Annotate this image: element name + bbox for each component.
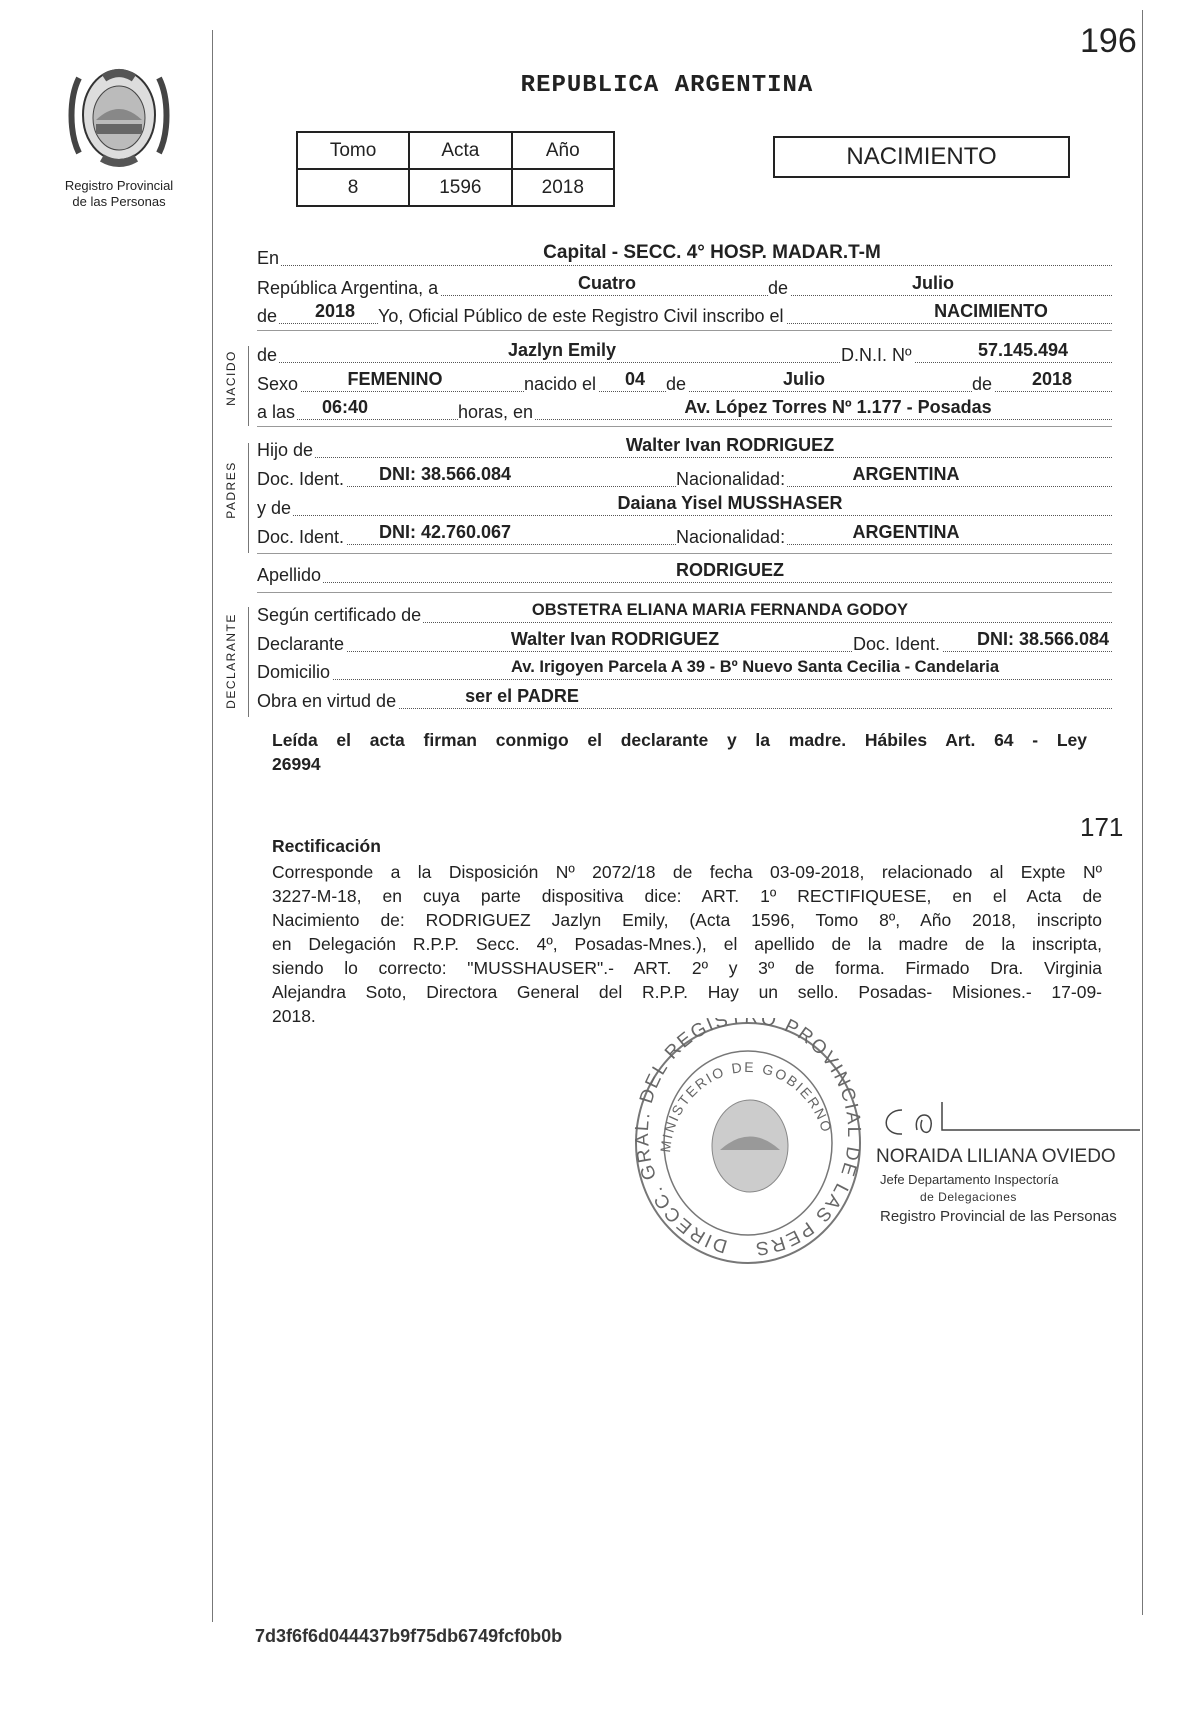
obra-label: Obra en virtud de — [257, 691, 397, 711]
document-hash: 7d3f6f6d044437b9f75db6749fcf0b0b — [255, 1626, 563, 1646]
doc-label: Doc. Ident. — [257, 469, 345, 489]
divider — [257, 553, 1112, 554]
doc-label: Doc. Ident. — [257, 527, 345, 547]
de-label: de — [257, 306, 278, 326]
registry-table — [296, 131, 615, 207]
section-bar — [248, 346, 249, 426]
de-label: de — [972, 374, 993, 394]
nac-mes-value: Julio — [782, 369, 826, 389]
signatory-org: Registro Provincial de las Personas — [880, 1208, 1117, 1225]
rectificacion-title: Rectificación — [272, 836, 381, 856]
madre-value: Daiana Yisel MUSSHASER — [617, 493, 843, 513]
padre-doc-value: DNI: 38.566.084 — [378, 464, 512, 484]
row-hora — [257, 397, 1112, 420]
seal-inner-text: MINISTERIO DE GOBIERNO — [656, 1058, 836, 1154]
official-seal-stamp — [628, 1018, 868, 1268]
row-sexo — [257, 369, 1112, 392]
row-apellido — [257, 560, 1112, 583]
dni-label: D.N.I. Nº — [841, 345, 912, 365]
province-emblem-logo — [64, 58, 174, 173]
declarante-label: Declarante — [257, 634, 345, 654]
row-nombre — [257, 340, 1112, 363]
anio-value: 2018 — [512, 169, 614, 206]
certificado-label: Según certificado de — [257, 605, 422, 625]
declarante-value: Walter Ivan RODRIGUEZ — [510, 629, 720, 649]
declarante-doc-value: DNI: 38.566.084 — [976, 629, 1110, 649]
republica-label: República Argentina, a — [257, 278, 439, 298]
anio-header: Año — [512, 132, 614, 169]
signatory-name: NORAIDA LILIANA OVIEDO — [876, 1146, 1116, 1167]
section-bar — [248, 607, 249, 717]
signature-scribble — [872, 1100, 1142, 1140]
signatory-dept: de Delegaciones — [920, 1190, 1017, 1204]
inscribo-label: Yo, Oficial Público de este Registro Civil inscribo el — [378, 306, 784, 326]
leida-paragraph — [272, 728, 1087, 776]
nacionalidad-label: Nacionalidad: — [676, 527, 786, 547]
section-label-declarante: DECLARANTE — [224, 613, 238, 709]
rectificacion-line: Alejandra Soto, Directora General del R.P.P. Hay un sello. Posadas- Misiones.- 17-09- — [272, 982, 1102, 1002]
left-margin-line — [212, 30, 213, 1622]
de-label: de — [768, 278, 789, 298]
rectificacion-line: siendo lo correcto: "MUSSHAUSER".- ART. 2º y 3º de forma. Firmado Dra. Virginia — [272, 958, 1102, 978]
section-bar — [248, 443, 249, 553]
hora-value: 06:40 — [321, 397, 369, 417]
org-name-line1: Registro Provincial — [64, 178, 174, 193]
nac-dia-value: 04 — [624, 369, 646, 389]
section-label-padres: PADRES — [224, 461, 238, 519]
leida-line: Leída el acta firman conmigo el declarante y la madre. Hábiles Art. 64 - Ley — [272, 730, 1087, 750]
padre-value: Walter Ivan RODRIGUEZ — [625, 435, 835, 455]
rectificacion-number: 171 — [1080, 812, 1124, 842]
apellido-label: Apellido — [257, 565, 322, 585]
rectificacion-line: en Delegación R.P.P. Secc. 4º, Posadas-Mnes.), el apellido de la madre de la inscripta, — [272, 934, 1102, 954]
page-number: 196 — [1080, 22, 1137, 60]
madre-nac-value: ARGENTINA — [852, 522, 960, 542]
tomo-value: 8 — [297, 169, 409, 206]
row-padre — [257, 435, 1112, 458]
acta-header: Acta — [409, 132, 511, 169]
certificado-value: OBSTETRA ELIANA MARIA FERNANDA GODOY — [531, 601, 909, 619]
rectificacion-text — [272, 860, 1102, 1028]
org-name — [44, 178, 194, 210]
row-fecha — [257, 273, 1112, 296]
row-certificado — [257, 600, 1112, 623]
row-domicilio — [257, 657, 1112, 680]
leida-line: 26994 — [272, 754, 321, 774]
alas-label: a las — [257, 402, 296, 422]
row-padre-doc — [257, 464, 1112, 487]
divider — [257, 592, 1112, 593]
rectificacion-line: Nacimiento de: RODRIGUEZ Jazlyn Emily, (Acta 1596, Tomo 8º, Año 2018, inscripto — [272, 910, 1102, 930]
act-type-box: NACIMIENTO — [773, 136, 1070, 178]
en-label: En — [257, 248, 280, 268]
divider — [257, 330, 1112, 331]
obra-value: ser el PADRE — [465, 686, 579, 706]
de-label: de — [257, 345, 278, 365]
domicilio-label: Domicilio — [257, 662, 331, 682]
lugar-value: Capital - SECC. 4° HOSP. MADAR.T-M — [543, 242, 881, 263]
seal-outer-text: DIRECC. GRAL. DEL REGIST O PROVINCIAL DE LAS PERS — [631, 1018, 865, 1259]
mes-value: Julio — [911, 273, 955, 293]
doc-label: Doc. Ident. — [853, 634, 941, 654]
signatory-role: Jefe Departamento Inspectoría — [880, 1172, 1059, 1187]
rectificacion-line: Corresponde a la Disposición Nº 2072/18 de fecha 03-09-2018, relacionado al Expte Nº — [272, 862, 1102, 882]
nacionalidad-label: Nacionalidad: — [676, 469, 786, 489]
right-margin-line — [1142, 10, 1143, 1615]
section-label-nacido: NACIDO — [224, 350, 238, 406]
row-madre-doc — [257, 522, 1112, 545]
acta-value: 1596 — [409, 169, 511, 206]
row-declarante — [257, 629, 1112, 652]
yde-label: y de — [257, 498, 292, 518]
row-obra — [257, 686, 1112, 709]
row-inscribo — [257, 301, 1112, 324]
lugar-nac-value: Av. López Torres Nº 1.177 - Posadas — [684, 397, 992, 417]
dni-value: 57.145.494 — [977, 340, 1069, 360]
tomo-header: Tomo — [297, 132, 409, 169]
nac-anio-value: 2018 — [1031, 369, 1073, 389]
horas-label: horas, en — [458, 402, 534, 422]
rectificacion-line: 3227-M-18, en cuya parte dispositiva dice: ART. 1º RECTIFIQUESE, en el Acta de — [272, 886, 1102, 906]
row-madre — [257, 493, 1112, 516]
tipo-value: NACIMIENTO — [934, 301, 1048, 321]
nombre-value: Jazlyn Emily — [507, 340, 617, 360]
sexo-label: Sexo — [257, 374, 299, 394]
org-name-line2: de las Personas — [72, 194, 166, 209]
divider — [257, 426, 1112, 427]
apellido-value: RODRIGUEZ — [676, 560, 784, 580]
anio-value: 2018 — [314, 301, 356, 321]
madre-doc-value: DNI: 42.760.067 — [378, 522, 512, 542]
sexo-value: FEMENINO — [347, 369, 443, 389]
de-label: de — [666, 374, 687, 394]
hijo-label: Hijo de — [257, 440, 314, 460]
padre-nac-value: ARGENTINA — [852, 464, 960, 484]
document-title: REPUBLICA ARGENTINA — [520, 72, 814, 99]
nacido-label: nacido el — [524, 374, 597, 394]
rectificacion-line: 2018. — [272, 1006, 316, 1026]
row-lugar — [257, 243, 1112, 266]
dia-value: Cuatro — [578, 273, 636, 293]
domicilio-value: Av. Irigoyen Parcela A 39 - Bº Nuevo Santa Cecilia - Candelaria — [510, 658, 1000, 676]
